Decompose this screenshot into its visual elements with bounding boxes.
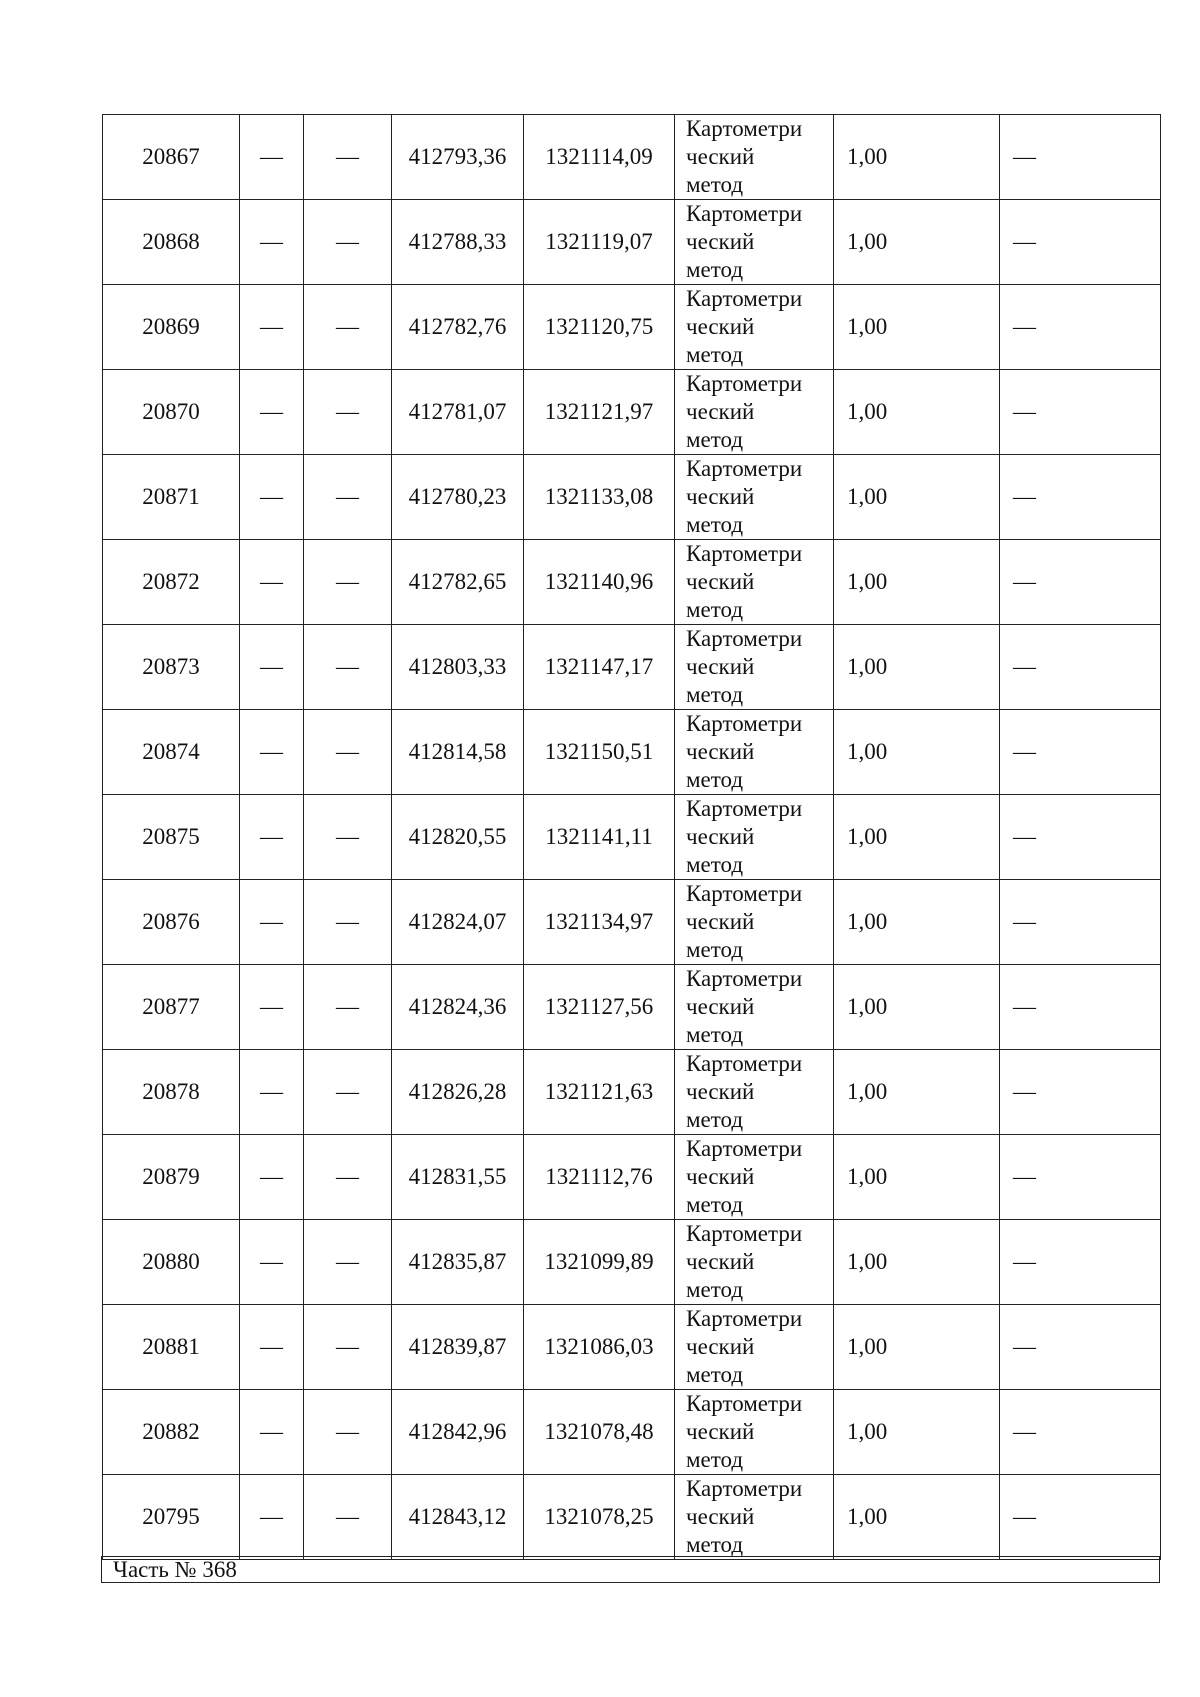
y-coordinate-cell: 1321120,75	[524, 285, 675, 370]
point-number-cell: 20867	[103, 115, 240, 200]
accuracy-cell: 1,00	[834, 1135, 1000, 1220]
x-coordinate-cell: 412843,12	[392, 1475, 524, 1560]
method-line: Картометри	[686, 201, 803, 226]
method-line: Картометри	[686, 1391, 803, 1416]
table-row	[103, 370, 1161, 455]
empty-x-old-cell: —	[240, 880, 304, 965]
y-coordinate-cell: 1321134,97	[524, 880, 675, 965]
x-coordinate-cell: 412831,55	[392, 1135, 524, 1220]
method-cell	[675, 1050, 834, 1135]
method-line: Картометри	[686, 371, 803, 396]
y-coordinate-cell: 1321133,08	[524, 455, 675, 540]
table-row	[103, 625, 1161, 710]
accuracy-cell: 1,00	[834, 710, 1000, 795]
x-coordinate-cell: 412826,28	[392, 1050, 524, 1135]
description-cell: —	[1000, 455, 1161, 540]
method-line: метод	[686, 1362, 744, 1387]
method-line: метод	[686, 1192, 744, 1217]
description-cell: —	[1000, 710, 1161, 795]
method-line: Картометри	[686, 711, 803, 736]
method-line: Картометри	[686, 881, 803, 906]
point-number-cell: 20868	[103, 200, 240, 285]
method-cell	[675, 370, 834, 455]
empty-x-old-cell: —	[240, 795, 304, 880]
accuracy-cell: 1,00	[834, 1390, 1000, 1475]
table-row	[103, 1050, 1161, 1135]
method-line: метод	[686, 172, 744, 197]
y-coordinate-cell: 1321086,03	[524, 1305, 675, 1390]
method-line: метод	[686, 1447, 744, 1472]
table-body	[103, 115, 1161, 1560]
table-row	[103, 1135, 1161, 1220]
x-coordinate-cell: 412835,87	[392, 1220, 524, 1305]
table-row	[103, 115, 1161, 200]
point-number-cell: 20881	[103, 1305, 240, 1390]
empty-x-old-cell: —	[240, 1390, 304, 1475]
empty-x-old-cell: —	[240, 1135, 304, 1220]
accuracy-cell: 1,00	[834, 370, 1000, 455]
accuracy-cell: 1,00	[834, 200, 1000, 285]
accuracy-cell: 1,00	[834, 455, 1000, 540]
empty-y-old-cell: —	[304, 540, 392, 625]
x-coordinate-cell: 412781,07	[392, 370, 524, 455]
point-number-cell: 20872	[103, 540, 240, 625]
method-line: метод	[686, 1532, 744, 1557]
empty-x-old-cell: —	[240, 1220, 304, 1305]
empty-y-old-cell: —	[304, 200, 392, 285]
accuracy-cell: 1,00	[834, 1050, 1000, 1135]
method-line: Картометри	[686, 796, 803, 821]
description-cell: —	[1000, 370, 1161, 455]
description-cell: —	[1000, 540, 1161, 625]
empty-y-old-cell: —	[304, 455, 392, 540]
x-coordinate-cell: 412803,33	[392, 625, 524, 710]
description-cell: —	[1000, 795, 1161, 880]
description-cell: —	[1000, 1050, 1161, 1135]
method-line: Картометри	[686, 966, 803, 991]
method-cell	[675, 965, 834, 1050]
y-coordinate-cell: 1321078,48	[524, 1390, 675, 1475]
method-cell	[675, 115, 834, 200]
table-row	[103, 880, 1161, 965]
method-cell	[675, 200, 834, 285]
accuracy-cell: 1,00	[834, 115, 1000, 200]
description-cell: —	[1000, 285, 1161, 370]
y-coordinate-cell: 1321140,96	[524, 540, 675, 625]
method-line: Картометри	[686, 456, 803, 481]
method-line: метод	[686, 852, 744, 877]
accuracy-cell: 1,00	[834, 285, 1000, 370]
method-cell	[675, 455, 834, 540]
point-number-cell: 20874	[103, 710, 240, 795]
empty-y-old-cell: —	[304, 1135, 392, 1220]
point-number-cell: 20873	[103, 625, 240, 710]
method-cell	[675, 1475, 834, 1560]
method-line: метод	[686, 597, 744, 622]
method-line: ческий	[686, 399, 755, 424]
empty-y-old-cell: —	[304, 1305, 392, 1390]
empty-y-old-cell: —	[304, 795, 392, 880]
empty-y-old-cell: —	[304, 625, 392, 710]
method-line: метод	[686, 512, 744, 537]
method-line: ческий	[686, 1249, 755, 1274]
description-cell: —	[1000, 1305, 1161, 1390]
method-line: ческий	[686, 314, 755, 339]
table-row	[103, 710, 1161, 795]
empty-y-old-cell: —	[304, 115, 392, 200]
method-cell	[675, 1305, 834, 1390]
description-cell: —	[1000, 625, 1161, 710]
empty-y-old-cell: —	[304, 965, 392, 1050]
method-line: ческий	[686, 654, 755, 679]
method-line: ческий	[686, 994, 755, 1019]
table-row	[103, 795, 1161, 880]
method-line: метод	[686, 767, 744, 792]
empty-y-old-cell: —	[304, 710, 392, 795]
empty-x-old-cell: —	[240, 965, 304, 1050]
method-line: ческий	[686, 484, 755, 509]
point-number-cell: 20875	[103, 795, 240, 880]
empty-y-old-cell: —	[304, 880, 392, 965]
empty-x-old-cell: —	[240, 370, 304, 455]
description-cell: —	[1000, 1475, 1161, 1560]
table-row	[103, 1305, 1161, 1390]
table-row	[103, 285, 1161, 370]
point-number-cell: 20871	[103, 455, 240, 540]
table-row	[103, 965, 1161, 1050]
method-line: ческий	[686, 739, 755, 764]
x-coordinate-cell: 412782,76	[392, 285, 524, 370]
y-coordinate-cell: 1321147,17	[524, 625, 675, 710]
description-cell: —	[1000, 1220, 1161, 1305]
point-number-cell: 20878	[103, 1050, 240, 1135]
method-line: Картометри	[686, 116, 803, 141]
y-coordinate-cell: 1321121,63	[524, 1050, 675, 1135]
method-cell	[675, 540, 834, 625]
empty-x-old-cell: —	[240, 115, 304, 200]
method-line: Картометри	[686, 626, 803, 651]
x-coordinate-cell: 412839,87	[392, 1305, 524, 1390]
method-cell	[675, 625, 834, 710]
method-line: метод	[686, 1107, 744, 1132]
x-coordinate-cell: 412793,36	[392, 115, 524, 200]
table-row	[103, 1220, 1161, 1305]
x-coordinate-cell: 412824,07	[392, 880, 524, 965]
method-line: Картометри	[686, 541, 803, 566]
point-number-cell: 20880	[103, 1220, 240, 1305]
table-row	[103, 455, 1161, 540]
empty-y-old-cell: —	[304, 285, 392, 370]
accuracy-cell: 1,00	[834, 795, 1000, 880]
method-line: Картометри	[686, 286, 803, 311]
point-number-cell: 20795	[103, 1475, 240, 1560]
method-line: метод	[686, 257, 744, 282]
empty-y-old-cell: —	[304, 1050, 392, 1135]
point-number-cell: 20882	[103, 1390, 240, 1475]
y-coordinate-cell: 1321078,25	[524, 1475, 675, 1560]
point-number-cell: 20876	[103, 880, 240, 965]
method-cell	[675, 880, 834, 965]
part-number-label: Часть № 368	[101, 1556, 1160, 1583]
method-line: ческий	[686, 229, 755, 254]
method-line: метод	[686, 342, 744, 367]
method-line: ческий	[686, 1419, 755, 1444]
method-line: метод	[686, 682, 744, 707]
empty-x-old-cell: —	[240, 285, 304, 370]
empty-y-old-cell: —	[304, 370, 392, 455]
empty-x-old-cell: —	[240, 540, 304, 625]
x-coordinate-cell: 412780,23	[392, 455, 524, 540]
empty-x-old-cell: —	[240, 1475, 304, 1560]
empty-y-old-cell: —	[304, 1390, 392, 1475]
point-number-cell: 20870	[103, 370, 240, 455]
description-cell: —	[1000, 880, 1161, 965]
y-coordinate-cell: 1321141,11	[524, 795, 675, 880]
x-coordinate-cell: 412820,55	[392, 795, 524, 880]
accuracy-cell: 1,00	[834, 1475, 1000, 1560]
method-line: метод	[686, 1277, 744, 1302]
x-coordinate-cell: 412788,33	[392, 200, 524, 285]
y-coordinate-cell: 1321112,76	[524, 1135, 675, 1220]
x-coordinate-cell: 412782,65	[392, 540, 524, 625]
method-cell	[675, 1135, 834, 1220]
method-line: ческий	[686, 909, 755, 934]
empty-x-old-cell: —	[240, 625, 304, 710]
method-line: Картометри	[686, 1051, 803, 1076]
description-cell: —	[1000, 1390, 1161, 1475]
description-cell: —	[1000, 200, 1161, 285]
x-coordinate-cell: 412824,36	[392, 965, 524, 1050]
y-coordinate-cell: 1321099,89	[524, 1220, 675, 1305]
y-coordinate-cell: 1321127,56	[524, 965, 675, 1050]
accuracy-cell: 1,00	[834, 625, 1000, 710]
accuracy-cell: 1,00	[834, 1220, 1000, 1305]
empty-x-old-cell: —	[240, 200, 304, 285]
table-row	[103, 1390, 1161, 1475]
description-cell: —	[1000, 1135, 1161, 1220]
table-row	[103, 1475, 1161, 1560]
method-cell	[675, 1390, 834, 1475]
method-cell	[675, 1220, 834, 1305]
description-cell: —	[1000, 115, 1161, 200]
y-coordinate-cell: 1321114,09	[524, 115, 675, 200]
method-cell	[675, 795, 834, 880]
method-cell	[675, 285, 834, 370]
empty-x-old-cell: —	[240, 1050, 304, 1135]
method-line: метод	[686, 937, 744, 962]
method-line: Картометри	[686, 1221, 803, 1246]
accuracy-cell: 1,00	[834, 1305, 1000, 1390]
accuracy-cell: 1,00	[834, 965, 1000, 1050]
method-line: ческий	[686, 144, 755, 169]
method-line: Картометри	[686, 1306, 803, 1331]
method-cell	[675, 710, 834, 795]
x-coordinate-cell: 412842,96	[392, 1390, 524, 1475]
table-row	[103, 200, 1161, 285]
accuracy-cell: 1,00	[834, 880, 1000, 965]
empty-x-old-cell: —	[240, 710, 304, 795]
accuracy-cell: 1,00	[834, 540, 1000, 625]
method-line: ческий	[686, 569, 755, 594]
description-cell: —	[1000, 965, 1161, 1050]
method-line: Картометри	[686, 1136, 803, 1161]
method-line: ческий	[686, 1079, 755, 1104]
y-coordinate-cell: 1321150,51	[524, 710, 675, 795]
point-number-cell: 20879	[103, 1135, 240, 1220]
method-line: метод	[686, 427, 744, 452]
method-line: метод	[686, 1022, 744, 1047]
method-line: ческий	[686, 1164, 755, 1189]
point-number-cell: 20877	[103, 965, 240, 1050]
method-line: ческий	[686, 1334, 755, 1359]
point-number-cell: 20869	[103, 285, 240, 370]
empty-y-old-cell: —	[304, 1475, 392, 1560]
y-coordinate-cell: 1321119,07	[524, 200, 675, 285]
method-line: Картометри	[686, 1476, 803, 1501]
x-coordinate-cell: 412814,58	[392, 710, 524, 795]
y-coordinate-cell: 1321121,97	[524, 370, 675, 455]
coordinates-table	[102, 114, 1161, 1560]
empty-x-old-cell: —	[240, 455, 304, 540]
table-row	[103, 540, 1161, 625]
empty-x-old-cell: —	[240, 1305, 304, 1390]
empty-y-old-cell: —	[304, 1220, 392, 1305]
method-line: ческий	[686, 824, 755, 849]
method-line: ческий	[686, 1504, 755, 1529]
